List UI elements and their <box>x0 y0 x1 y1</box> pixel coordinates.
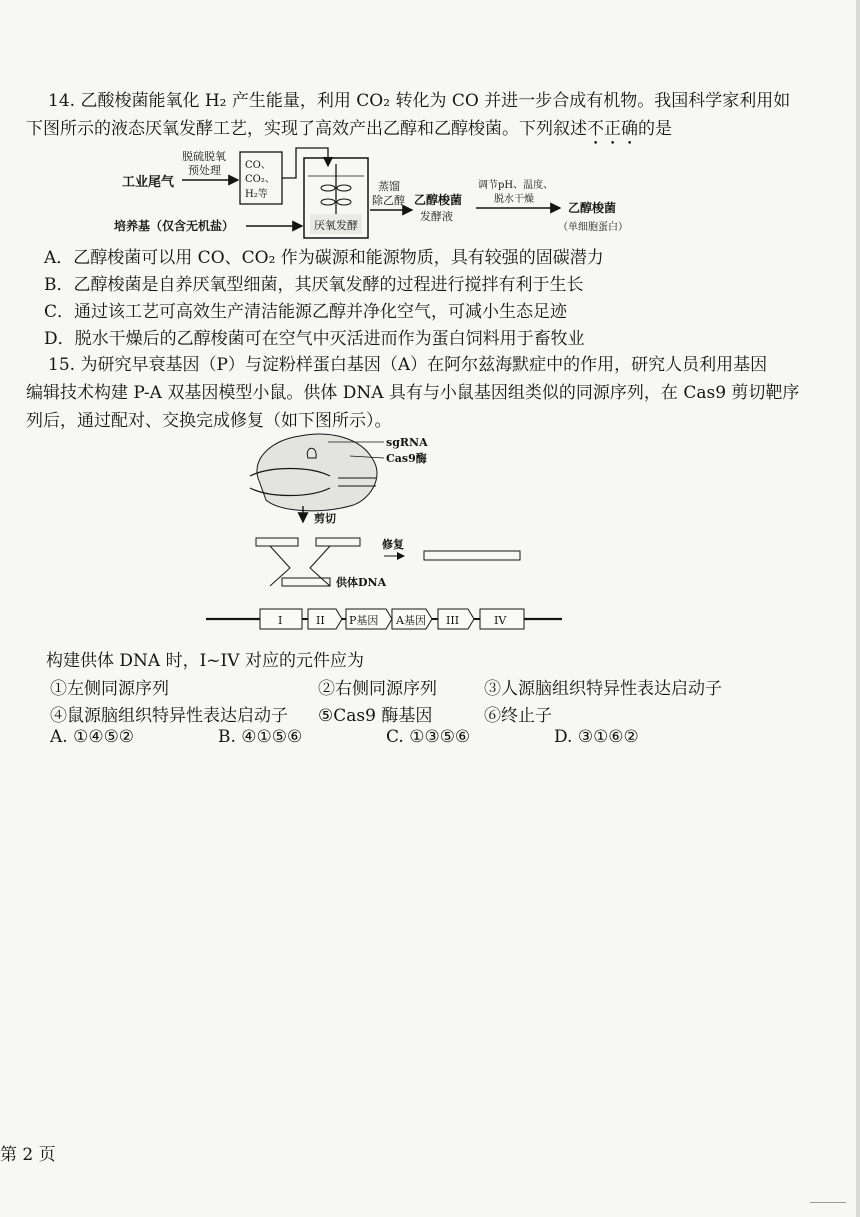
cas9-label: Cas9酶 <box>386 452 427 465</box>
svg-text:CO、: CO、 <box>245 160 271 171</box>
svg-text:H₂等: H₂等 <box>245 189 268 200</box>
emphasis-not-correct: 不正确 <box>587 119 638 139</box>
segment-3: III <box>446 614 460 627</box>
pretreat-label-1: 脱硫脱氧 <box>182 150 226 163</box>
svg-text:乙醇梭菌: 乙醇梭菌 <box>568 201 617 215</box>
q14-option-a: A．乙醇梭菌可以用 CO、CO₂ 作为碳源和能源物质，具有较强的固碳潜力 <box>44 248 604 268</box>
element-1: ①左侧同源序列 <box>50 679 169 699</box>
scan-artifact <box>810 1202 846 1203</box>
q14-option-c: C．通过该工艺可高效生产清洁能源乙醇并净化空气，可减小生态足迹 <box>44 302 568 322</box>
svg-text:发酵液: 发酵液 <box>420 210 453 223</box>
q15-elements-row1 <box>50 674 810 702</box>
element-3: ③人源脑组织特异性表达启动子 <box>484 679 722 699</box>
gas-input-label: 工业尾气 <box>122 175 175 190</box>
element-5: ⑤Cas9 酶基因 <box>318 706 433 726</box>
choice-c: C. ①③⑤⑥ <box>386 727 471 747</box>
segment-4: IV <box>494 614 507 627</box>
donor-label: 供体DNA <box>336 576 387 589</box>
sgrna-label: sgRNA <box>386 436 428 449</box>
q14-option-d: D．脱水干燥后的乙醇梭菌可在空气中灭活进而作为蛋白饲料用于畜牧业 <box>44 329 585 349</box>
cut-label: 剪切 <box>314 512 336 525</box>
repair-label: 修复 <box>382 538 404 551</box>
q15-stem-line1: 15. 为研究早衰基因（P）与淀粉样蛋白基因（A）在阿尔兹海默症中的作用，研究人员利用基因 <box>48 355 768 375</box>
q15-stem-line3: 列后，通过配对、交换完成修复（如下图所示）。 <box>26 411 392 431</box>
page-number: 第 2 页 <box>0 1145 56 1165</box>
cas9-complex <box>257 434 377 511</box>
svg-text:乙醇梭菌: 乙醇梭菌 <box>414 193 463 207</box>
choice-d: D. ③①⑥② <box>554 727 639 747</box>
svg-text:CO₂、: CO₂、 <box>245 174 275 185</box>
tank-label: 厌氧发酵 <box>314 219 358 232</box>
q15-choices-row <box>50 727 810 755</box>
medium-label: 培养基（仅含无机盐） <box>114 219 235 233</box>
choice-b: B. ④①⑤⑥ <box>218 727 303 747</box>
element-6: ⑥终止子 <box>484 706 552 726</box>
element-4: ④鼠源脑组织特异性表达启动子 <box>50 706 288 726</box>
svg-text:蒸馏: 蒸馏 <box>378 180 400 193</box>
q15-stem-line2: 编辑技术构建 P-A 双基因模型小鼠。供体 DNA 具有与小鼠基因组类似的同源序列，在 Cas9 剪切靶序 <box>26 383 800 403</box>
choice-a: A. ①④⑤② <box>50 727 135 747</box>
element-2: ②右侧同源序列 <box>318 679 437 699</box>
segment-2: II <box>316 614 325 627</box>
segment-a-gene: A基因 <box>396 614 426 627</box>
segment-1: I <box>278 614 283 627</box>
q14-option-b: B．乙醇梭菌是自养厌氧型细菌，其厌氧发酵的过程进行搅拌有利于生长 <box>44 275 584 295</box>
q15-elements-row2 <box>50 701 810 729</box>
q15-prompt: 构建供体 DNA 时，I~IV 对应的元件应为 <box>46 651 364 671</box>
pretreat-label-2: 预处理 <box>188 164 221 177</box>
q14-stem-line2: 下图所示的液态厌氧发酵工艺，实现了高效产出乙醇和乙醇梭菌。下列叙述不正确的是 <box>26 119 672 139</box>
page-edge <box>856 0 860 1217</box>
q14-stem-line1: 14. 乙酸梭菌能氧化 H₂ 产生能量，利用 CO₂ 转化为 CO 并进一步合成有机物。我国科学家利用如 <box>48 91 791 111</box>
svg-text:调节pH、温度、: 调节pH、温度、 <box>478 180 554 191</box>
svg-text:（单细胞蛋白）: （单细胞蛋白） <box>558 222 628 233</box>
svg-text:脱水干燥: 脱水干燥 <box>494 194 534 205</box>
q15-donor-construct <box>206 604 566 634</box>
svg-text:除乙醇: 除乙醇 <box>372 194 405 207</box>
segment-p-gene: P基因 <box>349 614 379 627</box>
q14-process-diagram <box>110 144 670 240</box>
